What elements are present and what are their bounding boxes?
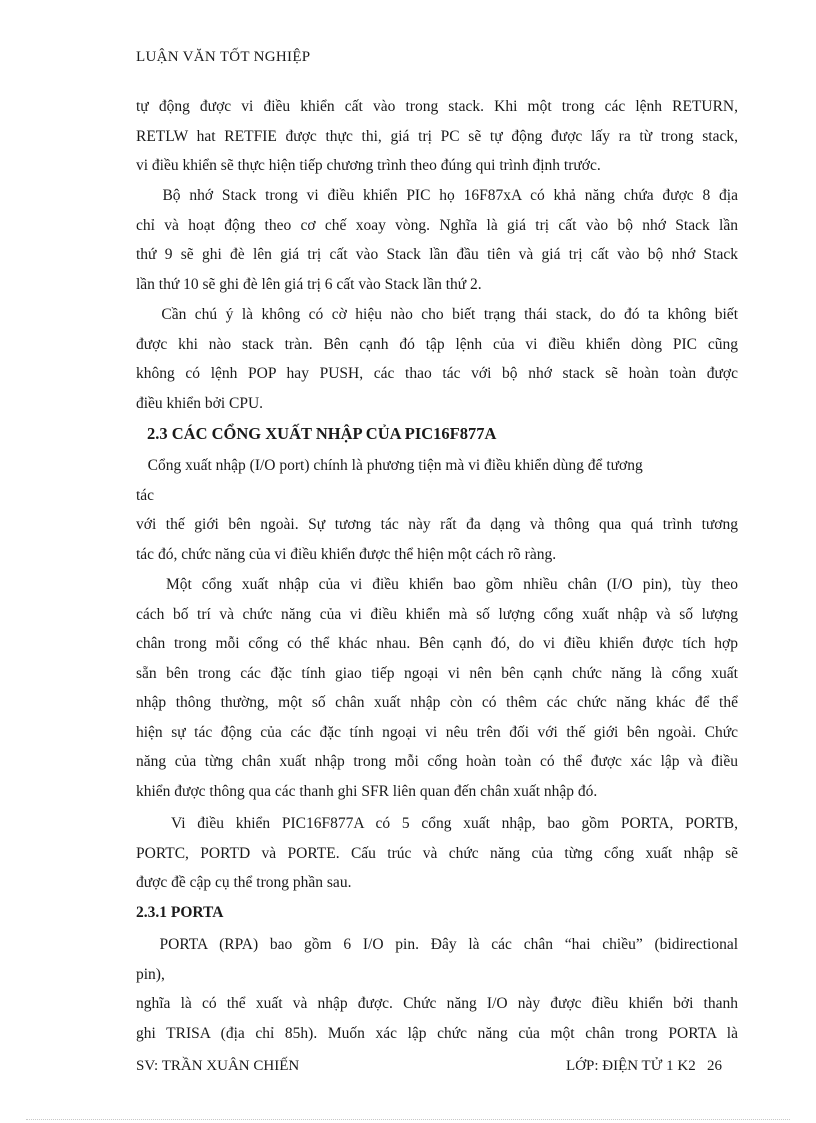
text-line: pin), <box>136 965 165 983</box>
paragraph-io-port <box>136 451 738 569</box>
text-line: sẵn bên trong các đặc tính giao tiếp ngoại vi nên bên cạnh chức năng là cổng xuất <box>136 664 738 682</box>
text-line: chân trong mỗi cổng có thể khác nhau. Bên cạnh đó, do vi điều khiển được tích hợp <box>136 635 738 652</box>
text-line: lần thứ 10 sẽ ghi đè lên giá trị 6 cất vào Stack lần thứ 2. <box>136 275 482 293</box>
text-line: với thế giới bên ngoài. Sự tương tác này rất đa dạng và thông qua quá trình tương <box>136 516 738 533</box>
text-line: RETLW hat RETFIE được thực thi, giá trị PC sẽ tự động được lấy ra từ trong stack, <box>136 127 738 145</box>
text-line: chỉ và hoạt động theo cơ chế xoay vòng. Nghĩa là giá trị cất vào bộ nhớ Stack lần <box>136 216 738 234</box>
text-line: tác đó, chức năng của vi điều khiển được thể hiện một cách rõ ràng. <box>136 545 557 563</box>
text-line: khiển được thông qua các thanh ghi SFR liên quan đến chân xuất nhập đó. <box>136 782 598 800</box>
text-line: Cần chú ý là không có cờ hiệu nào cho biết trạng thái stack, do đó ta không biết <box>136 306 738 323</box>
text-line: Vi điều khiển PIC16F877A có 5 cổng xuất nhập, bao gồm PORTA, PORTB, <box>136 815 738 832</box>
running-header: LUẬN VĂN TỐT NGHIỆP <box>136 49 311 65</box>
text-line: nhập thông thường, một số chân xuất nhập còn có thêm các chức năng khác để thể <box>136 694 738 711</box>
text-line: tác <box>136 486 155 504</box>
text-line: PORTA (RPA) bao gồm 6 I/O pin. Đây là các chân “hai chiều” (bidirectional <box>136 936 738 953</box>
text-line: không có lệnh POP hay PUSH, các thao tác với bộ nhớ stack sẽ hoàn toàn được <box>136 365 738 382</box>
text-line: được đề cập cụ thể trong phần sau. <box>136 874 352 891</box>
page-bottom-divider <box>26 1119 790 1120</box>
text-line: ghi TRISA (địa chỉ 85h). Muốn xác lập chức năng của một chân trong PORTA là <box>136 1024 738 1042</box>
text-line: vi điều khiển sẽ thực hiện tiếp chương trình theo đúng qui trình định trước. <box>136 157 601 174</box>
text-line: Cổng xuất nhập (I/O port) chính là phương tiện mà vi điều khiển dùng để tương <box>136 457 643 474</box>
paragraph-stack-memory <box>136 181 738 299</box>
paragraph-io-pin <box>136 570 738 806</box>
footer-class-page: LỚP: ĐIỆN TỬ 1 K2 26 <box>566 1058 722 1074</box>
text-line: Một cổng xuất nhập của vi điều khiển bao gồm nhiều chân (I/O pin), tùy theo <box>136 576 738 593</box>
text-line: thứ 9 sẽ ghi đè lên giá trị cất vào Stack lần đầu tiên và giá trị cất vào bộ nhớ Stack <box>136 246 738 263</box>
footer-student-name: SV: TRẦN XUÂN CHIẾN <box>136 1058 300 1074</box>
text-line: nghĩa là có thể xuất và nhập được. Chức năng I/O này được điều khiển bởi thanh <box>136 995 738 1012</box>
text-line: cách bố trí và chức năng của vi điều khiển mà số lượng cổng xuất nhập và số lượng <box>136 605 738 623</box>
text-line: tự động được vi điều khiển cất vào trong stack. Khi một trong các lệnh RETURN, <box>136 98 738 115</box>
paragraph-ports-list <box>136 809 738 898</box>
text-line: điều khiển bởi CPU. <box>136 394 264 412</box>
paragraph-stack-return <box>136 92 738 181</box>
text-line: năng của từng chân xuất nhập trong mỗi cổng hoàn toàn có thể được xác lập và điều <box>136 753 738 770</box>
paragraph-porta <box>136 930 738 1048</box>
text-line: PORTC, PORTD và PORTE. Cấu trúc và chức năng của từng cổng xuất nhập sẽ <box>136 844 738 862</box>
text-line: được khi nào stack tràn. Bên cạnh đó tập lệnh của vi điều khiển dòng PIC cũng <box>136 335 738 353</box>
text-line: hiện sự tác động của các đặc tính ngoại vi nêu trên đối với thế giới bên ngoài. Chức <box>136 723 738 741</box>
section-heading: 2.3 CÁC CỔNG XUẤT NHẬP CỦA PIC16F877A <box>147 424 497 443</box>
paragraph-stack-flag <box>136 300 738 418</box>
text-line: Bộ nhớ Stack trong vi điều khiển PIC họ 16F87xA có khả năng chứa được 8 địa <box>136 187 738 204</box>
subsection-heading: 2.3.1 PORTA <box>136 904 224 921</box>
